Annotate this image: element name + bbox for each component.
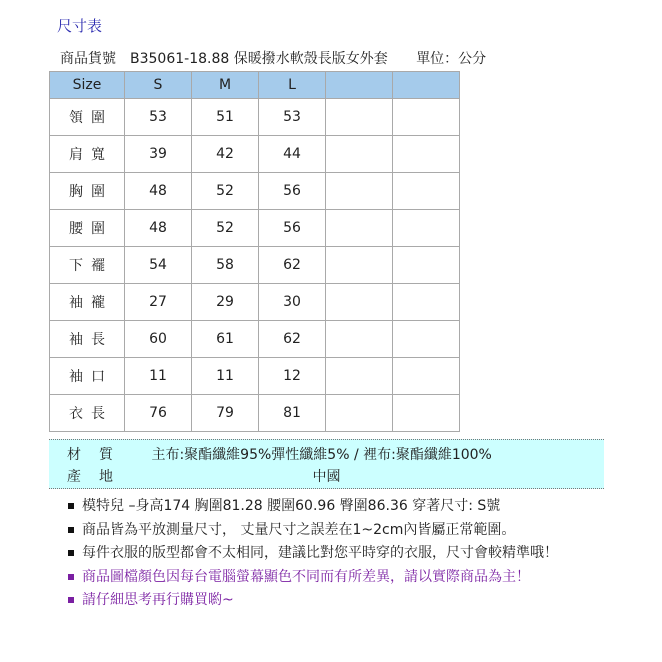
square-bullet-icon xyxy=(68,597,74,603)
table-row xyxy=(50,210,460,247)
unit-label: 單位：公分 xyxy=(416,51,487,67)
table-cell xyxy=(393,395,460,432)
note-item xyxy=(68,519,558,543)
row-label: 胸圍 xyxy=(50,173,125,210)
square-bullet-icon xyxy=(68,574,74,580)
row-label: 腰圍 xyxy=(50,210,125,247)
table-cell: 11 xyxy=(125,358,192,395)
note-item xyxy=(68,589,558,613)
table-cell: 11 xyxy=(192,358,259,395)
row-label: 領圍 xyxy=(50,99,125,136)
table-cell: 52 xyxy=(192,210,259,247)
table-cell xyxy=(326,99,393,136)
table-cell: 79 xyxy=(192,395,259,432)
page-title: 尺寸表 xyxy=(57,17,103,35)
material-row xyxy=(67,444,492,464)
table-row xyxy=(50,284,460,321)
header-cell xyxy=(326,72,393,99)
origin-label: 產地 xyxy=(67,469,131,485)
note-text: 商品皆為平放測量尺寸， 丈量尺寸之誤差在1~2cm內皆屬正常範圍。 xyxy=(82,521,516,538)
table-cell xyxy=(393,99,460,136)
header-cell: Size xyxy=(50,72,125,99)
table-row xyxy=(50,358,460,395)
size-table xyxy=(49,71,460,432)
origin-value: 中國 xyxy=(312,469,341,485)
table-cell: 60 xyxy=(125,321,192,358)
note-item xyxy=(68,542,558,566)
square-bullet-icon xyxy=(68,527,74,533)
table-row xyxy=(50,321,460,358)
row-label: 袖長 xyxy=(50,321,125,358)
table-cell xyxy=(393,284,460,321)
table-cell: 30 xyxy=(259,284,326,321)
table-cell: 52 xyxy=(192,173,259,210)
table-row xyxy=(50,247,460,284)
table-cell: 76 xyxy=(125,395,192,432)
row-label: 衣長 xyxy=(50,395,125,432)
table-cell: 39 xyxy=(125,136,192,173)
table-cell xyxy=(326,173,393,210)
header-cell xyxy=(393,72,460,99)
table-cell xyxy=(393,173,460,210)
table-cell: 56 xyxy=(259,210,326,247)
note-text: 商品圖檔顏色因每台電腦螢幕顯色不同而有所差異，請以實際商品為主！ xyxy=(82,568,530,585)
table-cell: 54 xyxy=(125,247,192,284)
table-cell xyxy=(326,210,393,247)
table-cell xyxy=(393,210,460,247)
table-cell: 51 xyxy=(192,99,259,136)
row-label: 下襬 xyxy=(50,247,125,284)
table-row xyxy=(50,136,460,173)
material-value: 主布:聚酯纖維95%彈性纖維5% / 裡布:聚酯纖維100% xyxy=(151,447,492,463)
note-item xyxy=(68,495,558,519)
table-row xyxy=(50,395,460,432)
note-item xyxy=(68,566,558,590)
origin-row xyxy=(67,466,501,486)
note-text: 每件衣服的版型都會不太相同，建議比對您平時穿的衣服，尺寸會較精準哦！ xyxy=(82,545,558,561)
table-cell xyxy=(393,358,460,395)
note-text: 模特兒 –身高174 胸圍81.28 腰圍60.96 臀圍86.36 穿著尺寸: S號 xyxy=(82,498,501,514)
table-cell: 29 xyxy=(192,284,259,321)
table-cell xyxy=(326,284,393,321)
table-cell: 27 xyxy=(125,284,192,321)
table-row xyxy=(50,99,460,136)
table-cell xyxy=(326,247,393,284)
square-bullet-icon xyxy=(68,550,74,556)
size-table-header xyxy=(50,72,460,99)
material-label: 材質 xyxy=(67,447,131,463)
table-cell: 81 xyxy=(259,395,326,432)
header-cell: M xyxy=(192,72,259,99)
table-cell xyxy=(393,247,460,284)
table-row xyxy=(50,173,460,210)
table-cell: 62 xyxy=(259,247,326,284)
row-label: 肩寬 xyxy=(50,136,125,173)
product-line xyxy=(60,48,486,68)
table-cell xyxy=(393,321,460,358)
header-cell: L xyxy=(259,72,326,99)
table-cell: 58 xyxy=(192,247,259,284)
table-cell: 61 xyxy=(192,321,259,358)
table-cell: 62 xyxy=(259,321,326,358)
product-code: 商品貨號 B35061-18.88 保暖撥水軟殼長版女外套 xyxy=(60,51,388,67)
table-cell xyxy=(326,395,393,432)
table-cell xyxy=(326,136,393,173)
table-cell: 48 xyxy=(125,173,192,210)
table-cell xyxy=(393,136,460,173)
header-cell: S xyxy=(125,72,192,99)
row-label: 袖襱 xyxy=(50,284,125,321)
material-box xyxy=(49,439,604,489)
table-cell: 53 xyxy=(125,99,192,136)
table-cell: 12 xyxy=(259,358,326,395)
note-text: 請仔細思考再行購買喲~ xyxy=(82,592,234,608)
table-cell: 56 xyxy=(259,173,326,210)
table-cell: 42 xyxy=(192,136,259,173)
table-cell: 44 xyxy=(259,136,326,173)
table-cell: 53 xyxy=(259,99,326,136)
table-cell xyxy=(326,358,393,395)
table-cell: 48 xyxy=(125,210,192,247)
square-bullet-icon xyxy=(68,503,74,509)
table-cell xyxy=(326,321,393,358)
notes-list xyxy=(68,495,558,613)
row-label: 袖口 xyxy=(50,358,125,395)
